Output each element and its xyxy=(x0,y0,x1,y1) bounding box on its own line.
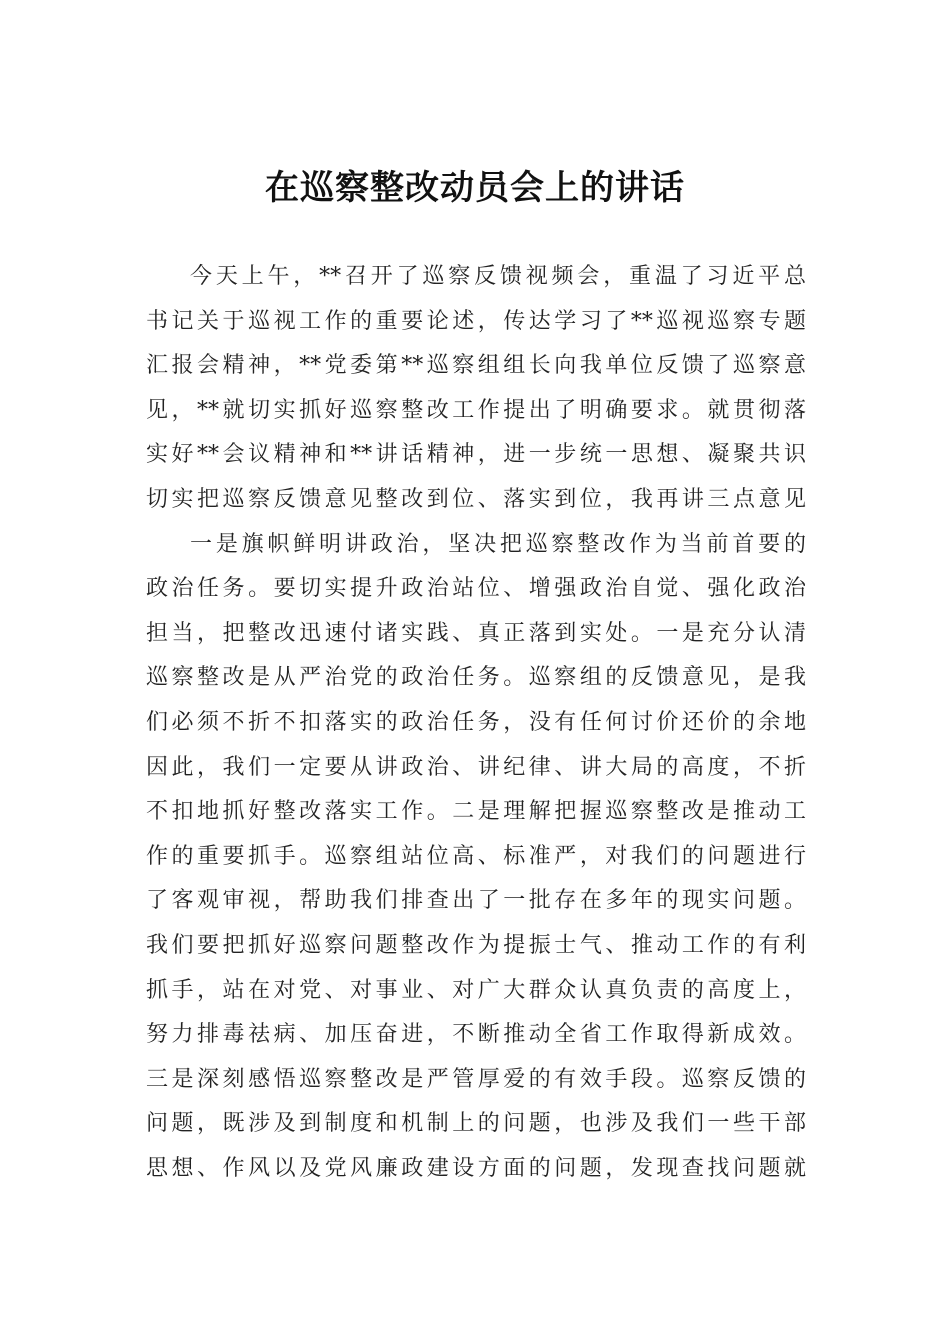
text-line: 汇报会精神，**党委第**巡察组组长向我单位反馈了巡察意 xyxy=(146,353,806,379)
text-line: 们必须不折不扣落实的政治任务，没有任何讨价还价的余地 xyxy=(146,709,806,735)
text-line: 见，**就切实抓好巡察整改工作提出了明确要求。就贯彻落 xyxy=(146,397,806,423)
text-line: 作的重要抓手。巡察组站位高、标准严，对我们的问题进行 xyxy=(146,843,806,869)
text-line: 不扣地抓好整改落实工作。二是理解把握巡察整改是推动工 xyxy=(146,799,806,825)
text-line: 问题，既涉及到制度和机制上的问题，也涉及我们一些干部 xyxy=(146,1111,806,1137)
text-line: 我们要把抓好巡察问题整改作为提振士气、推动工作的有利 xyxy=(146,932,806,958)
text-line: 今天上午，**召开了巡察反馈视频会，重温了习近平总 xyxy=(190,264,806,289)
text-line: 实好**会议精神和**讲话精神，进一步统一思想、凝聚共识 xyxy=(146,442,806,468)
text-line: 因此，我们一定要从讲政治、讲纪律、讲大局的高度，不折 xyxy=(146,754,806,780)
text-line: 书记关于巡视工作的重要论述，传达学习了**巡视巡察专题 xyxy=(146,308,806,334)
text-line: 政治任务。要切实提升政治站位、增强政治自觉、强化政治 xyxy=(146,576,806,602)
text-line: 切实把巡察反馈意见整改到位、落实到位，我再讲三点意见 xyxy=(146,486,806,512)
text-line: 三是深刻感悟巡察整改是严管厚爱的有效手段。巡察反馈的 xyxy=(146,1066,806,1092)
text-line: 抓手，站在对党、对事业、对广大群众认真负责的高度上， xyxy=(146,977,806,1003)
text-line: 思想、作风以及党风廉政建设方面的问题，发现查找问题就 xyxy=(146,1155,806,1181)
text-line: 巡察整改是从严治党的政治任务。巡察组的反馈意见，是我 xyxy=(146,665,806,691)
text-line: 一是旗帜鲜明讲政治，坚决把巡察整改作为当前首要的 xyxy=(190,531,806,557)
text-line: 努力排毒祛病、加压奋进，不断推动全省工作取得新成效。 xyxy=(146,1022,806,1048)
document-body xyxy=(146,255,806,1191)
document-title: 在巡察整改动员会上的讲话 xyxy=(265,168,685,208)
text-line: 了客观审视，帮助我们排查出了一批存在多年的现实问题。 xyxy=(146,888,806,914)
text-line: 担当，把整改迅速付诸实践、真正落到实处。一是充分认清 xyxy=(146,620,806,646)
